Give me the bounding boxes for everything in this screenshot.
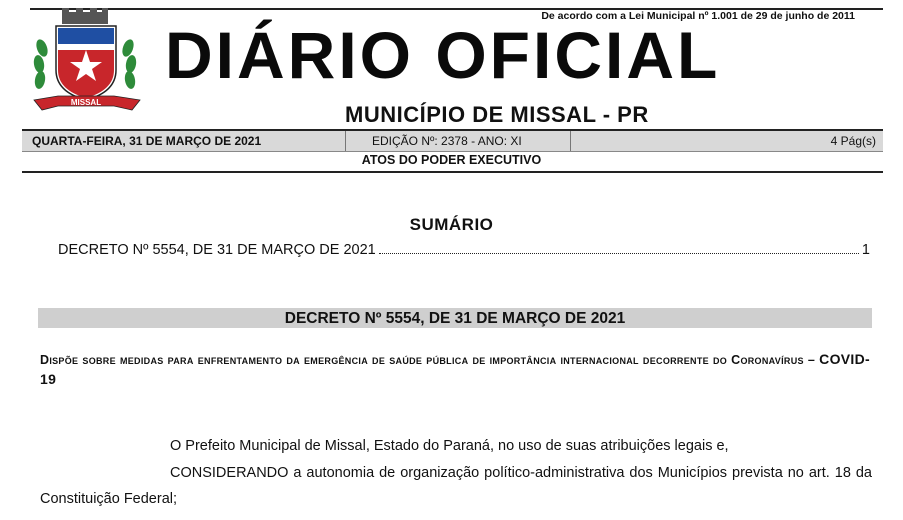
decree-title: DECRETO Nº 5554, DE 31 DE MARÇO DE 2021 [38,308,872,328]
section-label: ATOS DO PODER EXECUTIVO [361,153,542,167]
publication-date: QUARTA-FEIRA, 31 DE MARÇO DE 2021 [32,134,262,148]
toc-leader-dots [379,241,859,254]
toc-entry-label: DECRETO Nº 5554, DE 31 DE MARÇO DE 2021 [58,242,376,258]
summary-heading: SUMÁRIO [409,215,494,234]
info-divider [345,131,346,151]
decree-paragraph: CONSIDERANDO a autonomia de organização político-administrativa dos Municípios prevista no art. 18 da Constituição Federal; [40,465,872,507]
edition-number: EDIÇÃO Nº: 2378 - ANO: XI [372,134,522,148]
municipality-name: MUNICÍPIO DE MISSAL - PR [345,102,649,127]
decree-ementa [40,350,870,390]
crest-label: MISSAL [70,98,102,107]
section-rule [22,171,883,173]
decree-paragraph: O Prefeito Municipal de Missal, Estado do Paraná, no uso de suas atribuições legais e, [170,438,729,454]
info-divider [570,131,571,151]
edition-info-bar [22,129,883,152]
law-note: De acordo com a Lei Municipal nº 1.001 de 29 de junho de 2011 [541,10,855,22]
toc-entry[interactable] [58,241,870,258]
ementa-covid: COVID-19 [40,351,870,387]
page-count: 4 Pág(s) [830,134,876,148]
toc-entry-page: 1 [861,242,870,258]
ementa-text: Dispõe sobre medidas para enfrentamento da emergência de saúde pública de importância internacional decorrente do Coronavírus – [40,353,816,367]
newspaper-title: DIÁRIO OFICIAL [165,18,721,92]
municipal-crest-icon [28,8,146,118]
